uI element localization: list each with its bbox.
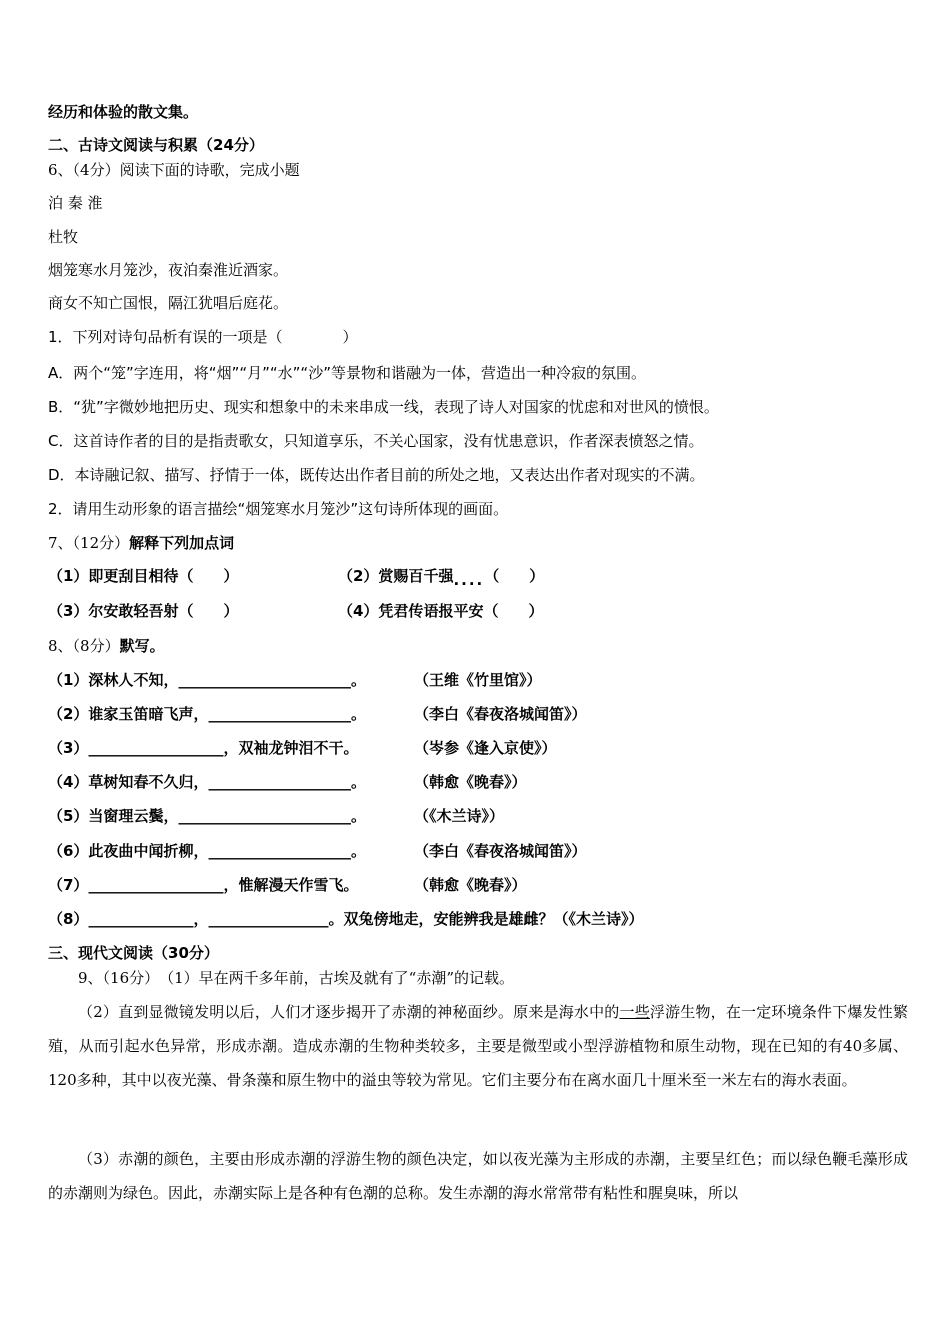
dictation-6-end: 。: [350, 842, 366, 860]
passage-paragraph-2: [48, 995, 908, 1097]
dictation-5-source: （《木兰诗》）: [414, 807, 505, 825]
option-a: A．两个“笼”字连用，将“烟”“月”“水”“沙”等景物和谐融为一体，营造出一种冷寂的氛围。: [48, 364, 646, 382]
dictation-1-text: （1）深林人不知，: [48, 671, 179, 689]
option-b: B．“犹”字微妙地把历史、现实和想象中的未来串成一线，表现了诗人对国家的忧虑和对世风的愤恨。: [48, 398, 719, 416]
q7-item-2-text: （2）赏赐百千强: [338, 567, 454, 585]
q8-number: 8、（8分）: [48, 637, 120, 655]
dictation-5-end: 。: [350, 807, 366, 825]
underlined-phrase: 一些: [619, 1003, 650, 1021]
dictation-7: [48, 875, 358, 895]
dictation-1-end: 。: [350, 671, 366, 689]
q7-item-2: [338, 566, 545, 589]
dictation-2-source: （李白《春夜洛城闻笛》）: [414, 705, 587, 723]
dictation-1-blank: _______________________: [178, 671, 351, 689]
q7-item-3: （3）尔安敢轻吾射（ ）: [48, 602, 239, 620]
q7-instruction: 解释下列加点词: [129, 534, 235, 552]
dictation-6: [48, 841, 366, 861]
section2-heading: 二、古诗文阅读与积累（24分）: [48, 136, 264, 154]
dictation-8-comma: ，: [193, 910, 209, 928]
dictation-8: [48, 909, 643, 929]
dictation-2-text: （2）谁家玉笛暗飞声，: [48, 705, 209, 723]
dictation-8-text: 。双兔傍地走，安能辨我是雄雌？（《木兰诗》）: [328, 910, 644, 928]
paragraph-2-part-2: 浮游生物，在一定环境条件下爆发性繁殖，从而引起水色异常，形成赤潮。造成赤潮的生物种类较多，主要是微型或小型浮游植物和原生动物，现在已知的有40多属、120多种，其中以夜光藻、骨条藻和原生物中的溢虫等较为常见。它们主要分布在离水面几十厘米至一米左右的海水表面。: [48, 1003, 908, 1089]
q7-item-4: （4）凭君传语报平安（ ）: [338, 602, 544, 620]
dictation-7-text: ，惟解漫天作雪飞。: [223, 876, 359, 894]
emphasis-dots: ....: [453, 571, 485, 589]
dictation-2: [48, 704, 366, 724]
q6-sub1: 1．下列对诗句品析有误的一项是（ ）: [48, 328, 358, 346]
dictation-3-text: ，双袖龙钟泪不干。: [223, 739, 359, 757]
q8-instruction: 默写。: [119, 637, 165, 655]
dictation-3-source: （岑参《逢入京使》）: [414, 739, 557, 757]
q6-prompt: 6、（4分）阅读下面的诗歌，完成小题: [48, 161, 300, 179]
dictation-5: [48, 806, 366, 826]
dictation-4-blank: ___________________: [208, 773, 351, 791]
dictation-8-blank-1: ______________: [88, 910, 194, 928]
dictation-4-source: （韩愈《晚春》）: [414, 773, 527, 791]
option-d: D．本诗融记叙、描写、抒情于一体，既传达出作者目前的所处之地，又表达出作者对现实的不满。: [48, 466, 705, 484]
section3-heading: 三、现代文阅读（30分）: [48, 944, 219, 962]
passage-paragraph-3: （3）赤潮的颜色，主要由形成赤潮的浮游生物的颜色决定，如以夜光藻为主形成的赤潮，主要呈红色；而以绿色鞭毛藻形成的赤潮则为绿色。因此，赤潮实际上是各种有色潮的总称。发生赤潮的海水常常带有粘性和腥臭味，所以: [48, 1150, 908, 1202]
dictation-3-blank: __________________: [88, 739, 224, 757]
dictation-3-number: （3）: [48, 739, 89, 757]
q7-prompt: [48, 533, 234, 553]
poem-author: 杜牧: [48, 228, 79, 246]
poem-line-1: 烟笼寒水月笼沙，夜泊秦淮近酒家。: [48, 261, 289, 279]
dictation-7-number: （7）: [48, 876, 89, 894]
intro-tail: 经历和体验的散文集。: [48, 103, 199, 121]
dictation-2-end: 。: [350, 705, 366, 723]
q7-number: 7、（12分）: [48, 534, 130, 552]
option-c: C．这首诗作者的目的是指责歌女，只知道享乐，不关心国家，没有忧患意识，作者深表愤怒之情。: [48, 432, 704, 450]
q6-sub2: 2．请用生动形象的语言描绘“烟笼寒水月笼沙”这句诗所体现的画面。: [48, 500, 509, 518]
dictation-3: [48, 738, 358, 758]
dictation-6-source: （李白《春夜洛城闻笛》）: [414, 842, 587, 860]
q7-item-2-blank: （ ）: [484, 567, 545, 585]
dictation-7-blank: __________________: [88, 876, 224, 894]
dictation-4-text: （4）草树知春不久归，: [48, 773, 209, 791]
dictation-1: [48, 670, 366, 690]
dictation-5-blank: _______________________: [178, 807, 351, 825]
dictation-5-text: （5）当窗理云鬓，: [48, 807, 179, 825]
dictation-8-blank-2: ________________: [208, 910, 329, 928]
poem-title: 泊 秦 淮: [48, 194, 103, 212]
q7-item-1: （1）即更刮目相待（ ）: [48, 567, 239, 585]
dictation-6-blank: ___________________: [208, 842, 351, 860]
dictation-4: [48, 772, 366, 792]
q9-line: 9、（16分） （1）早在两千多年前，古埃及就有了“赤潮”的记载。: [78, 969, 515, 987]
paragraph-2-part-1: （2）直到显微镜发明以后，人们才逐步揭开了赤潮的神秘面纱。原来是海水中的: [78, 1003, 620, 1021]
dictation-6-text: （6）此夜曲中闻折柳，: [48, 842, 209, 860]
dictation-4-end: 。: [350, 773, 366, 791]
q8-prompt: [48, 636, 165, 656]
dictation-7-source: （韩愈《晚春》）: [414, 876, 527, 894]
dictation-2-blank: ___________________: [208, 705, 351, 723]
dictation-1-source: （王维《竹里馆》）: [414, 671, 542, 689]
dictation-8-number: （8）: [48, 910, 89, 928]
poem-line-2: 商女不知亡国恨，隔江犹唱后庭花。: [48, 294, 289, 312]
